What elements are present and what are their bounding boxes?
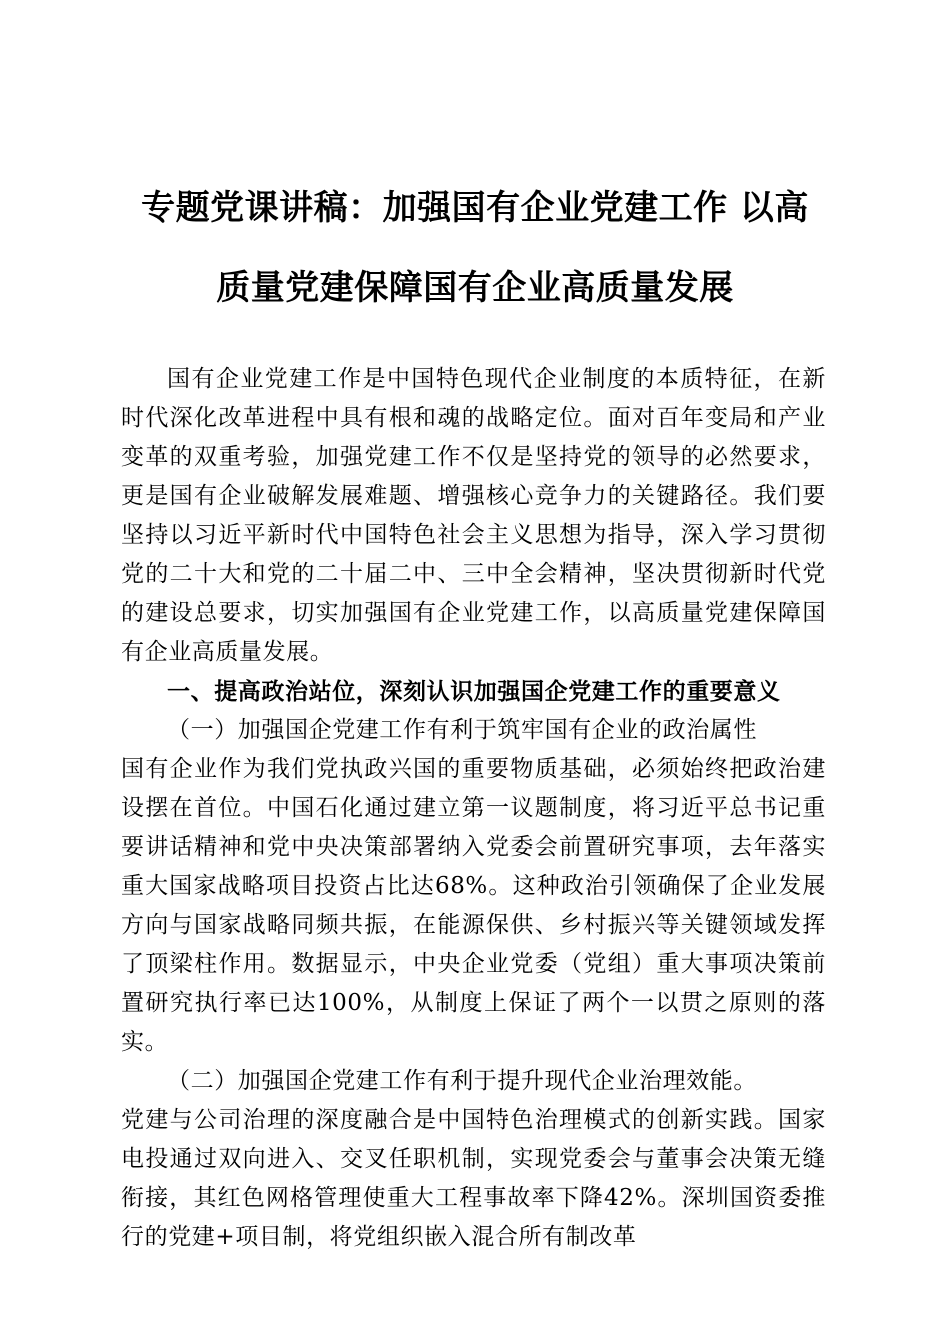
title-line-1: 专题党课讲稿：加强国有企业党建工作 以高 <box>141 188 809 228</box>
subsection-2-heading: （二）加强国企党建工作有利于提升现代企业治理效能。 <box>167 1068 757 1094</box>
document-body <box>121 360 826 1257</box>
intro-paragraph: 国有企业党建工作是中国特色现代企业制度的本质特征，在新时代深化改革进程中具有根和魂的战略定位。面对百年变局和产业变革的双重考验，加强党建工作不仅是坚持党的领导的必然要求，更是国有企业破解发展难题、增强核心竞争力的关键路径。我们要坚持以习近平新时代中国特色社会主义思想为指导，深入学习贯彻党的二十大和党的二十届二中、三中全会精神，坚决贯彻新时代党的建设总要求，切实加强国有企业党建工作，以高质量党建保障国有企业高质量发展。 <box>121 366 826 665</box>
section-1-heading: 一、提高政治站位，深刻认识加强国企党建工作的重要意义 <box>167 678 781 705</box>
subsection-1-heading: （一）加强国企党建工作有利于筑牢国有企业的政治属性 <box>167 717 757 743</box>
title-line-2: 质量党建保障国有企业高质量发展 <box>216 268 734 308</box>
document-title <box>110 168 840 328</box>
subsection-2-paragraph: 党建与公司治理的深度融合是中国特色治理模式的创新实践。国家电投通过双向进入、交叉任职机制，实现党委会与董事会决策无缝衔接，其红色网格管理使重大工程事故率下降42%。深圳国资委推行的党建+项目制，将党组织嵌入混合所有制改革 <box>121 1107 826 1250</box>
subsection-1-paragraph: 国有企业作为我们党执政兴国的重要物质基础，必须始终把政治建设摆在首位。中国石化通过建立第一议题制度，将习近平总书记重要讲话精神和党中央决策部署纳入党委会前置研究事项，去年落实重大国家战略项目投资占比达68%。这种政治引领确保了企业发展方向与国家战略同频共振，在能源保供、乡村振兴等关键领域发挥了顶梁柱作用。数据显示，中央企业党委（党组）重大事项决策前置研究执行率已达100%，从制度上保证了两个一以贯之原则的落实。 <box>121 756 826 1055</box>
